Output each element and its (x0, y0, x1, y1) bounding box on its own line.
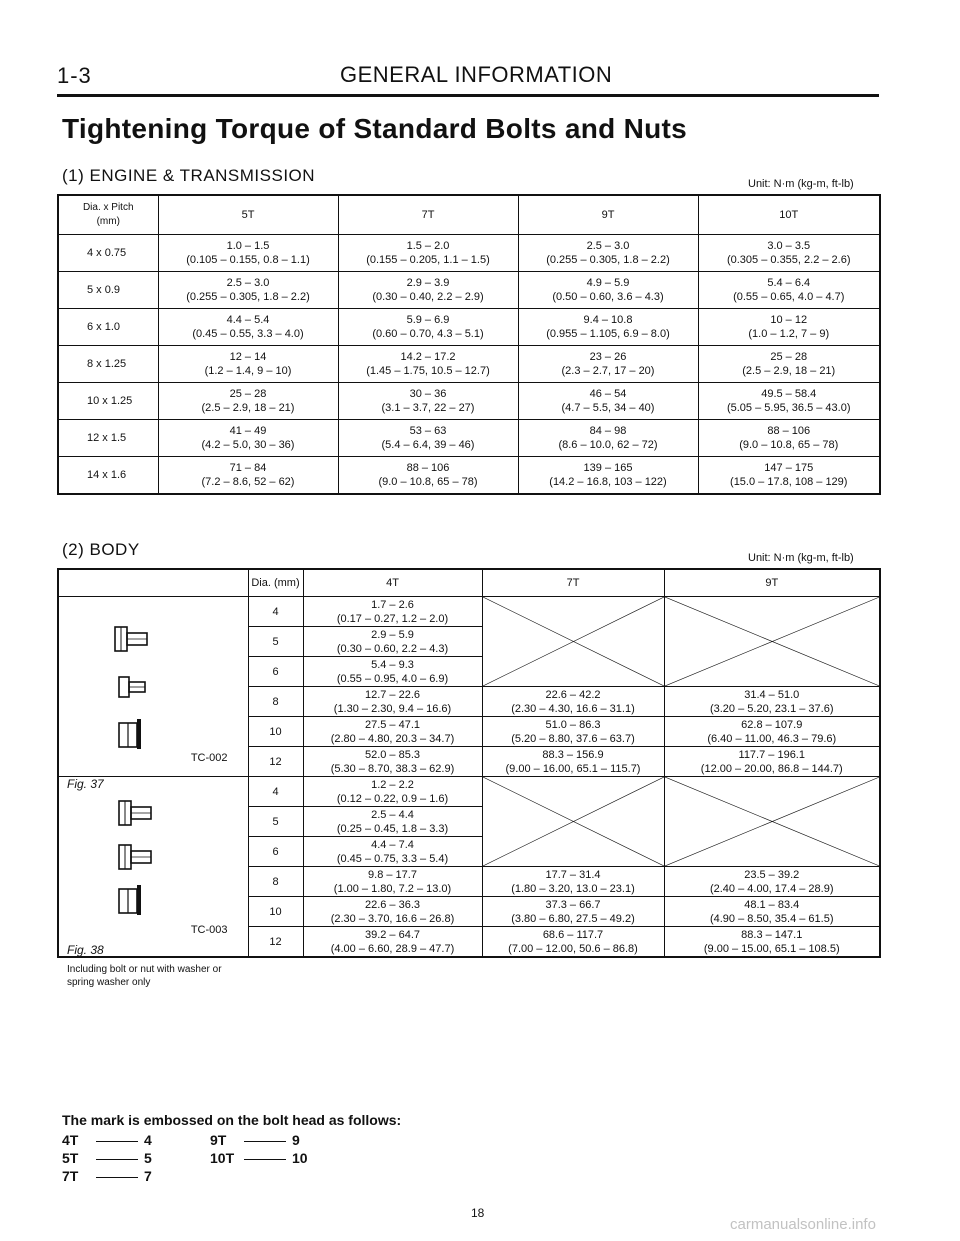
size-cell: 5 x 0.9 (58, 272, 158, 309)
torque-nm: 41 – 49 (229, 425, 267, 437)
torque-nm: 88.3 – 147.1 (741, 928, 803, 941)
torque-nm: 62.8 – 107.9 (741, 718, 803, 731)
engine-torque-table (57, 194, 881, 495)
torque-nm: 48.1 – 83.4 (744, 898, 800, 911)
dia-cell: 12 (248, 747, 303, 777)
torque-cell-10t (698, 272, 880, 309)
torque-alt-units: (1.30 – 2.30, 9.4 – 16.6) (333, 702, 452, 715)
torque-alt-units: (7.00 – 12.00, 50.6 – 86.8) (508, 942, 638, 955)
torque-nm: 1.0 – 1.5 (226, 240, 270, 252)
mark-value: 10 (292, 1150, 308, 1166)
mark-value: 4 (144, 1132, 152, 1148)
torque-cell-7t (482, 717, 664, 747)
torque-cell-9t (518, 346, 698, 383)
size-cell: 14 x 1.6 (58, 457, 158, 495)
mark-value: 9 (292, 1132, 300, 1148)
table-row (58, 383, 880, 420)
torque-alt-units: (5.4 – 6.4, 39 – 46) (381, 439, 475, 451)
torque-cell-7t (482, 867, 664, 897)
flange-bolt-icon (111, 625, 151, 657)
torque-nm: 88 – 106 (406, 462, 450, 474)
torque-alt-units: (0.155 – 0.205, 1.1 – 1.5) (366, 254, 490, 266)
dia-cell: 4 (248, 597, 303, 627)
torque-nm: 147 – 175 (764, 462, 814, 474)
body-heading: (2) BODY (62, 540, 140, 559)
mark-grade: 10T (210, 1150, 235, 1166)
torque-cell-7t (482, 687, 664, 717)
torque-alt-units: (1.80 – 3.20, 13.0 – 23.1) (511, 882, 635, 895)
torque-nm: 4.4 – 7.4 (371, 838, 414, 851)
col-header-body-7t: 7T (482, 569, 664, 597)
torque-nm: 1.5 – 2.0 (406, 240, 450, 252)
torque-nm: 22.6 – 36.3 (364, 898, 421, 911)
table-row (58, 309, 880, 346)
torque-nm: 84 – 98 (589, 425, 627, 437)
mark-item (62, 1150, 152, 1166)
table-row (58, 235, 880, 272)
page-title: Tightening Torque of Standard Bolts and Nuts (62, 113, 688, 144)
torque-cell-4t (303, 867, 482, 897)
size-cell: 4 x 0.75 (58, 235, 158, 272)
torque-cell-7t (338, 272, 518, 309)
torque-nm: 4.4 – 5.4 (226, 314, 270, 326)
torque-alt-units: (1.45 – 1.75, 10.5 – 12.7) (366, 365, 490, 377)
watermark-logo (730, 1214, 960, 1234)
torque-cell-7t (338, 309, 518, 346)
torque-alt-units: (0.30 – 0.60, 2.2 – 4.3) (336, 642, 449, 655)
dia-cell: 5 (248, 807, 303, 837)
torque-nm: 9.8 – 17.7 (368, 868, 417, 881)
table-row (58, 457, 880, 495)
torque-alt-units: (3.80 – 6.80, 27.5 – 49.2) (511, 912, 635, 925)
torque-nm: 25 – 28 (229, 388, 267, 400)
torque-alt-units: (0.30 – 0.40, 2.2 – 2.9) (372, 291, 484, 303)
torque-cell-10t (698, 383, 880, 420)
torque-nm: 1.7 – 2.6 (371, 598, 414, 611)
torque-nm: 117.7 – 196.1 (738, 748, 805, 761)
torque-nm: 3.0 – 3.5 (767, 240, 811, 252)
torque-cell-9t (518, 235, 698, 272)
engine-heading: (1) ENGINE & TRANSMISSION (62, 166, 316, 185)
torque-alt-units: (2.40 – 4.00, 17.4 – 28.9) (709, 882, 834, 895)
torque-alt-units: (0.955 – 1.105, 6.9 – 8.0) (546, 328, 670, 340)
watermark (730, 1214, 960, 1237)
dia-cell: 6 (248, 657, 303, 687)
dia-cell: 10 (248, 717, 303, 747)
torque-alt-units: (4.2 – 5.0, 30 – 36) (201, 439, 295, 451)
torque-cell-9t (518, 457, 698, 495)
torque-alt-units: (3.20 – 5.20, 23.1 – 37.6) (709, 702, 834, 715)
torque-alt-units: (1.00 – 1.80, 7.2 – 13.0) (333, 882, 452, 895)
torque-alt-units: (4.7 – 5.5, 34 – 40) (561, 402, 655, 414)
table-row (58, 272, 880, 309)
torque-alt-units: (0.50 – 0.60, 3.6 – 4.3) (552, 291, 664, 303)
mark-dash (96, 1141, 138, 1142)
header-title: GENERAL INFORMATION (340, 62, 613, 87)
col-header-4t: 4T (303, 569, 482, 597)
torque-cell-7t (482, 747, 664, 777)
torque-alt-units: (0.55 – 0.95, 4.0 – 6.9) (336, 672, 449, 685)
torque-nm: 17.7 – 31.4 (545, 868, 601, 881)
torque-alt-units: (0.55 – 0.65, 4.0 – 4.7) (733, 291, 845, 303)
not-applicable-cell (482, 597, 664, 687)
torque-nm: 2.5 – 3.0 (586, 240, 630, 252)
torque-cell-9t (664, 747, 880, 777)
body-torque-table (57, 568, 881, 988)
mark-dash (96, 1159, 138, 1160)
torque-alt-units: (2.5 – 2.9, 18 – 21) (742, 365, 836, 377)
torque-alt-units: (5.05 – 5.95, 36.5 – 43.0) (726, 402, 851, 414)
mark-dash (244, 1141, 286, 1142)
torque-nm: 23.5 – 39.2 (744, 868, 800, 881)
torque-nm: 68.6 – 117.7 (542, 928, 604, 941)
torque-nm: 49.5 – 58.4 (761, 388, 817, 400)
page-number: 18 (471, 1206, 485, 1220)
torque-nm: 46 – 54 (589, 388, 627, 400)
section-number: 1-3 (57, 63, 92, 88)
torque-alt-units: (2.80 – 4.80, 20.3 – 34.7) (330, 732, 455, 745)
dia-cell: 8 (248, 687, 303, 717)
fig-code: TC-003 (190, 924, 228, 936)
size-cell: 12 x 1.5 (58, 420, 158, 457)
torque-cell-10t (698, 420, 880, 457)
torque-nm: 5.9 – 6.9 (406, 314, 450, 326)
washer-nut-icon (115, 883, 145, 921)
fig38-cell (58, 777, 248, 988)
torque-cell-9t (664, 717, 880, 747)
fig-label: Fig. 38 (67, 943, 104, 957)
washer-bolt-icon (115, 799, 155, 831)
dia-cell: 4 (248, 777, 303, 807)
torque-nm: 22.6 – 42.2 (545, 688, 601, 701)
torque-cell-4t (303, 597, 482, 627)
hex-bolt-icon (115, 673, 149, 705)
torque-alt-units: (0.105 – 0.155, 0.8 – 1.1) (186, 254, 310, 266)
torque-cell-7t (338, 383, 518, 420)
torque-cell-7t (338, 457, 518, 495)
torque-cell-5t (158, 420, 338, 457)
torque-cell-4t (303, 927, 482, 958)
torque-alt-units: (5.30 – 8.70, 38.3 – 62.9) (330, 762, 455, 775)
torque-nm: 5.4 – 6.4 (767, 277, 811, 289)
fig-label: Fig. 37 (67, 777, 104, 791)
engine-header-row (58, 195, 880, 235)
not-applicable-cell (664, 777, 880, 867)
torque-cell-4t (303, 747, 482, 777)
torque-cell-4t (303, 837, 482, 867)
torque-cell-9t (518, 272, 698, 309)
torque-nm: 9.4 – 10.8 (583, 314, 633, 326)
torque-cell-9t (518, 309, 698, 346)
torque-cell-4t (303, 807, 482, 837)
table-row (58, 346, 880, 383)
torque-cell-5t (158, 235, 338, 272)
table-row (58, 597, 880, 627)
torque-alt-units: (1.0 – 1.2, 7 – 9) (748, 328, 830, 340)
mark-value: 7 (144, 1168, 152, 1184)
torque-alt-units: (0.17 – 0.27, 1.2 – 2.0) (336, 612, 449, 625)
torque-alt-units: (0.25 – 0.45, 1.8 – 3.3) (336, 822, 449, 835)
torque-nm: 37.3 – 66.7 (545, 898, 601, 911)
torque-nm: 53 – 63 (409, 425, 447, 437)
torque-alt-units: (15.0 – 17.8, 108 – 129) (730, 476, 848, 488)
torque-cell-9t (664, 687, 880, 717)
torque-nm: 31.4 – 51.0 (744, 688, 800, 701)
torque-nm: 2.9 – 5.9 (371, 628, 414, 641)
torque-nm: 12.7 – 22.6 (364, 688, 421, 701)
torque-alt-units: (5.20 – 8.80, 37.6 – 63.7) (511, 732, 635, 745)
torque-cell-5t (158, 309, 338, 346)
torque-cell-7t (338, 235, 518, 272)
col-header-size: Dia. x Pitch (mm) (58, 195, 158, 235)
torque-nm: 30 – 36 (409, 388, 447, 400)
torque-cell-7t (482, 897, 664, 927)
torque-alt-units: (3.1 – 3.7, 22 – 27) (381, 402, 475, 414)
torque-nm: 14.2 – 17.2 (400, 351, 456, 363)
torque-alt-units: (0.305 – 0.355, 2.2 – 2.6) (726, 254, 851, 266)
torque-nm: 2.5 – 4.4 (371, 808, 414, 821)
torque-alt-units: (0.45 – 0.55, 3.3 – 4.0) (192, 328, 304, 340)
mark-item (62, 1132, 152, 1148)
torque-alt-units: (0.255 – 0.305, 1.8 – 2.2) (546, 254, 670, 266)
torque-cell-9t (664, 867, 880, 897)
fig37-cell (58, 597, 248, 791)
torque-nm: 25 – 28 (770, 351, 808, 363)
torque-alt-units: (9.00 – 15.00, 65.1 – 108.5) (703, 942, 840, 955)
torque-cell-4t (303, 777, 482, 807)
torque-cell-10t (698, 346, 880, 383)
torque-nm: 27.5 – 47.1 (364, 718, 421, 731)
torque-alt-units: (4.90 – 8.50, 35.4 – 61.5) (709, 912, 834, 925)
torque-nm: 52.0 – 85.3 (364, 748, 421, 761)
torque-cell-5t (158, 346, 338, 383)
torque-nm: 12 – 14 (229, 351, 267, 363)
not-applicable-cell (482, 777, 664, 867)
torque-cell-9t (664, 897, 880, 927)
torque-cell-5t (158, 457, 338, 495)
torque-nm: 88.3 – 156.9 (542, 748, 604, 761)
torque-cell-5t (158, 272, 338, 309)
torque-cell-4t (303, 687, 482, 717)
torque-alt-units: (0.12 – 0.22, 0.9 – 1.6) (336, 792, 449, 805)
col-header-7t: 7T (338, 195, 518, 235)
torque-cell-7t (338, 420, 518, 457)
dia-cell: 8 (248, 867, 303, 897)
mark-item (210, 1150, 308, 1166)
torque-alt-units: (4.00 – 6.60, 28.9 – 47.7) (330, 942, 455, 955)
mark-dash (96, 1177, 138, 1178)
torque-alt-units: (0.45 – 0.75, 3.3 – 5.4) (336, 852, 449, 865)
not-applicable-cell (664, 597, 880, 687)
dia-cell: 5 (248, 627, 303, 657)
torque-alt-units: (9.0 – 10.8, 65 – 78) (739, 439, 839, 451)
torque-nm: 23 – 26 (589, 351, 627, 363)
torque-nm: 139 – 165 (583, 462, 633, 474)
torque-alt-units: (0.255 – 0.305, 1.8 – 2.2) (186, 291, 310, 303)
header-rule (57, 94, 879, 97)
torque-nm: 39.2 – 64.7 (364, 928, 421, 941)
mark-dash (244, 1159, 286, 1160)
mark-grade: 7T (62, 1168, 79, 1184)
body-unit: Unit: N·m (kg-m, ft-lb) (748, 552, 854, 564)
torque-nm: 10 – 12 (770, 314, 808, 326)
mark-value: 5 (144, 1150, 152, 1166)
torque-nm: 71 – 84 (229, 462, 267, 474)
col-header-9t: 9T (518, 195, 698, 235)
torque-alt-units: (9.00 – 16.00, 65.1 – 115.7) (505, 762, 641, 775)
table-row (58, 777, 880, 807)
torque-nm: 5.4 – 9.3 (371, 658, 414, 671)
torque-cell-10t (698, 457, 880, 495)
torque-alt-units: (2.30 – 3.70, 16.6 – 26.8) (330, 912, 455, 925)
torque-nm: 51.0 – 86.3 (545, 718, 601, 731)
size-cell: 6 x 1.0 (58, 309, 158, 346)
torque-cell-7t (482, 927, 664, 958)
torque-cell-9t (518, 383, 698, 420)
torque-cell-10t (698, 309, 880, 346)
torque-cell-9t (518, 420, 698, 457)
mark-title: The mark is embossed on the bolt head as follows: (62, 1112, 402, 1128)
torque-alt-units: (1.2 – 1.4, 9 – 10) (204, 365, 292, 377)
dia-cell: 10 (248, 897, 303, 927)
hex-nut-icon (115, 717, 145, 755)
size-cell: 8 x 1.25 (58, 346, 158, 383)
torque-alt-units: (14.2 – 16.8, 103 – 122) (549, 476, 667, 488)
col-header-5t: 5T (158, 195, 338, 235)
torque-cell-5t (158, 383, 338, 420)
torque-cell-7t (338, 346, 518, 383)
mark-item (62, 1168, 152, 1184)
dia-cell: 6 (248, 837, 303, 867)
torque-nm: 1.2 – 2.2 (371, 778, 414, 791)
torque-cell-4t (303, 657, 482, 687)
mark-grade: 9T (210, 1132, 227, 1148)
engine-unit: Unit: N·m (kg-m, ft-lb) (748, 178, 854, 190)
col-header-body-9t: 9T (664, 569, 880, 597)
torque-nm: 2.9 – 3.9 (406, 277, 450, 289)
torque-alt-units: (2.3 – 2.7, 17 – 20) (561, 365, 655, 377)
torque-cell-4t (303, 717, 482, 747)
torque-alt-units: (2.30 – 4.30, 16.6 – 31.1) (511, 702, 635, 715)
torque-alt-units: (9.0 – 10.8, 65 – 78) (378, 476, 478, 488)
torque-cell-10t (698, 235, 880, 272)
col-header-10t: 10T (698, 195, 880, 235)
torque-cell-9t (664, 927, 880, 958)
torque-nm: 4.9 – 5.9 (586, 277, 630, 289)
torque-alt-units: (8.6 – 10.0, 62 – 72) (558, 439, 658, 451)
mark-grade: 5T (62, 1150, 79, 1166)
torque-alt-units: (2.5 – 2.9, 18 – 21) (201, 402, 295, 414)
mark-grade: 4T (62, 1132, 79, 1148)
torque-alt-units: (7.2 – 8.6, 52 – 62) (201, 476, 295, 488)
torque-cell-4t (303, 897, 482, 927)
fig-note: Including bolt or nut with washer or spring washer only (67, 964, 222, 988)
torque-nm: 88 – 106 (767, 425, 811, 437)
torque-alt-units: (6.40 – 11.00, 46.3 – 79.6) (707, 732, 837, 745)
mark-item (210, 1132, 300, 1148)
torque-alt-units: (0.60 – 0.70, 4.3 – 5.1) (372, 328, 484, 340)
body-header-blank (58, 569, 248, 597)
svg-text:carmanualsonline.info: carmanualsonline.info (730, 1216, 876, 1233)
body-header-row (58, 569, 880, 597)
torque-nm: 2.5 – 3.0 (226, 277, 270, 289)
torque-cell-4t (303, 627, 482, 657)
dia-cell: 12 (248, 927, 303, 958)
col-header-dia: Dia. (mm) (248, 569, 303, 597)
spring-washer-bolt-icon (115, 843, 155, 875)
fig-code: TC-002 (190, 752, 228, 764)
table-row (58, 420, 880, 457)
size-cell: 10 x 1.25 (58, 383, 158, 420)
torque-alt-units: (12.00 – 20.00, 86.8 – 144.7) (700, 762, 843, 775)
